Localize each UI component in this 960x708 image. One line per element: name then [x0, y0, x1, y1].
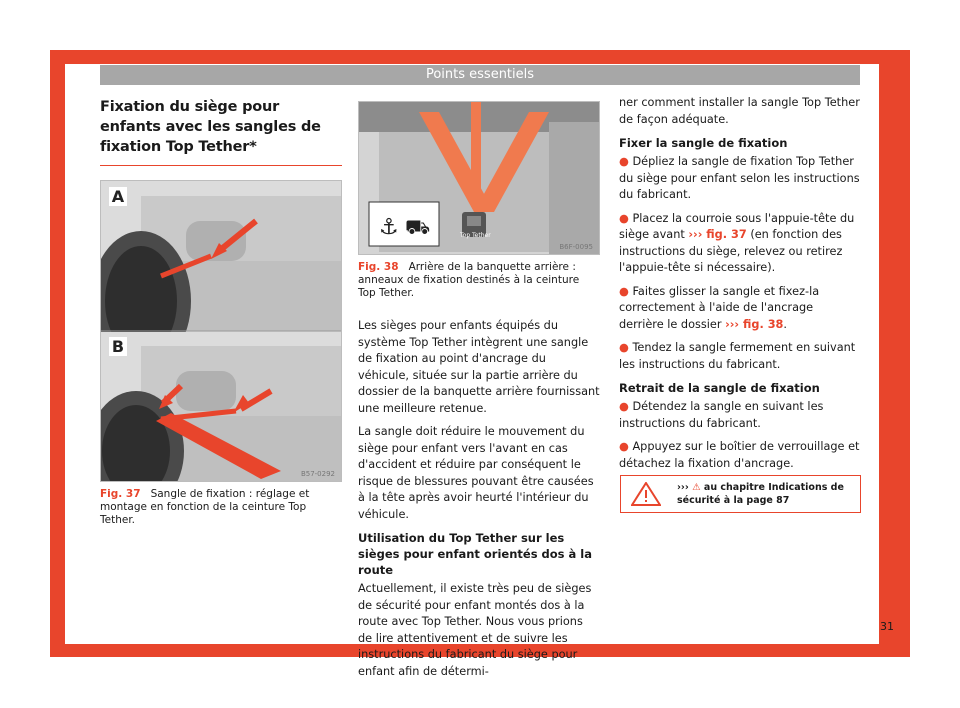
bullet-icon: ●: [619, 155, 629, 168]
subheading: Fixer la sangle de fixation: [619, 136, 788, 150]
figure-number: Fig. 37: [100, 488, 141, 500]
heading-rule: [100, 165, 342, 166]
warning-text[interactable]: [677, 481, 860, 507]
left-column: [100, 95, 342, 527]
top-tether-tag: Top Tether: [460, 232, 491, 239]
bullet-text: Placez la courroie sous l'appuie-tête du siège avant: [619, 211, 855, 241]
bullet-text: Faites glisser la sangle et fixez-la correctement à l'aide de l'ancrage derrière le dossier: [619, 284, 820, 331]
bullet-item: [619, 211, 861, 277]
figure-link[interactable]: ››› fig. 37: [688, 228, 747, 241]
bullet-item: [619, 399, 861, 432]
warning-box: [620, 475, 861, 513]
bullet-text: Dépliez la sangle de fixation Top Tether du siège pour enfant selon les instructions du fabricant.: [619, 155, 860, 201]
figure-37: [100, 180, 342, 482]
bullet-item: [619, 340, 861, 373]
figure-number: Fig. 38: [358, 261, 399, 273]
bullet-text: Appuyez sur le boîtier de verrouillage et détachez la fixation d'ancrage.: [619, 440, 860, 470]
figure-link[interactable]: ››› fig. 38: [725, 317, 784, 331]
middle-column: [358, 101, 600, 687]
paragraph: Actuellement, il existe très peu de sièges de sécurité pour enfant montés dos à la route avec Top Tether. Nous vous prions de lire attentivement et de suivre les instructions du fabricant du siège pour enfant afin de détermi-: [358, 582, 592, 678]
figure-38: [358, 101, 600, 255]
figure-37-caption: [100, 488, 342, 527]
subheading: Retrait de la sangle de fixation: [619, 381, 820, 395]
bullet-icon: ●: [619, 211, 629, 225]
subheading: Utilisation du Top Tether sur les sièges pour enfant orientés dos à la route: [358, 531, 592, 577]
panel-label-a: A: [109, 187, 127, 206]
bullet-item: [619, 439, 861, 472]
page-number: 31: [880, 620, 894, 633]
bullet-icon: ●: [619, 440, 629, 453]
bullet-item: [619, 154, 861, 204]
svg-text:⛟: ⛟: [405, 215, 431, 239]
figure-38-caption: [358, 261, 600, 300]
paragraph: ner comment installer la sangle Top Tether de façon adéquate.: [619, 96, 860, 126]
bullet-text: Tendez la sangle fermement en suivant les instructions du fabricant.: [619, 341, 856, 371]
panel-label-b: B: [109, 337, 127, 356]
figure-code: B57-0292: [300, 470, 335, 478]
svg-text:⚓: ⚓: [379, 215, 399, 240]
section-heading: Fixation du siège pour enfants avec les sangles de fixation Top Tether*: [100, 99, 321, 155]
paragraph: La sangle doit réduire le mouvement du siège pour enfant vers l'avant en cas d'accident et réduire par conséquent le risque de blessures pouvant être causées à la tête après avoir heurté l'intérieur du véhicule.: [358, 425, 594, 521]
warning-icon: [631, 482, 661, 506]
section-header: Points essentiels: [100, 65, 860, 85]
bullet-icon: ●: [619, 400, 629, 413]
bullet-icon: ●: [619, 341, 629, 354]
warning-link-text: au chapitre Indications de sécurité à la page 87: [677, 482, 844, 506]
caption-text: Sangle de fixation : réglage et montage en fonction de la ceinture Top Tether.: [100, 488, 310, 526]
link-chevrons: ›››: [677, 482, 689, 493]
bullet-item: ● Faites glisser la sangle et fixez-la correctement à l'aide de l'ancrage derrière le dossier ››› fig. 38.: [619, 284, 820, 331]
bullet-icon: ●: [619, 284, 629, 298]
caption-text: Arrière de la banquette arrière : anneaux de fixation destinés à la ceinture Top Tether.: [358, 261, 580, 299]
right-column: [619, 95, 861, 479]
paragraph: Les sièges pour enfants équipés du système Top Tether intègrent une sangle de fixation au point d'ancrage du véhicule, située sur la partie arrière du dossier de la banquette arrière fournissant une meilleure retenue.: [358, 319, 600, 415]
figure-code: B6F-0095: [559, 243, 593, 251]
bullet-text: (en fonction des instructions du siège, relevez ou retirez l'appuie-tête si nécessaire).: [619, 228, 843, 274]
warning-small-icon: ⚠: [692, 482, 701, 493]
bullet-text: Détendez la sangle en suivant les instructions du fabricant.: [619, 400, 824, 430]
figure-37-illustration: [101, 181, 341, 481]
